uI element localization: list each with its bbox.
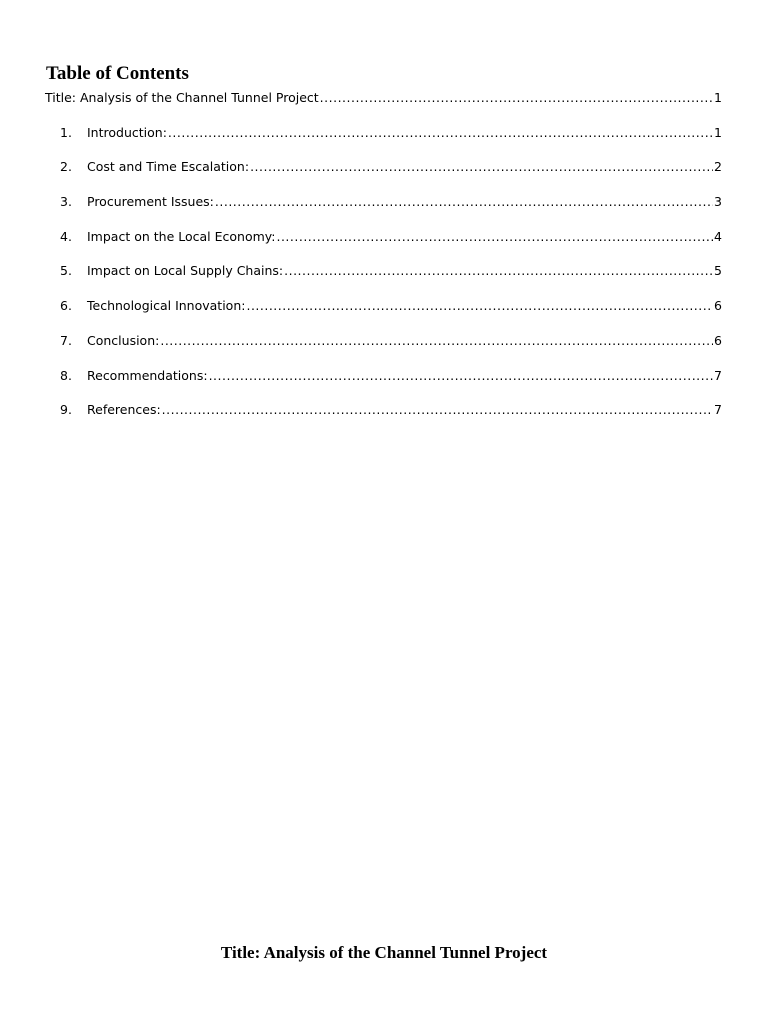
toc-entry-number: 6.	[60, 298, 72, 313]
toc-entry-title[interactable]	[45, 89, 722, 107]
toc-entry-label: Cost and Time Escalation:	[87, 159, 250, 174]
toc-page-number: 5	[714, 263, 722, 278]
toc-page-number: 1	[714, 125, 722, 140]
toc-entry-label: Impact on Local Supply Chains:	[87, 263, 284, 278]
toc-entry-recommendations[interactable]	[60, 367, 722, 385]
toc-page-number: 4	[714, 229, 722, 244]
toc-entry-label: Conclusion:	[87, 333, 160, 348]
dot-leader	[284, 262, 713, 280]
dot-leader	[160, 332, 713, 350]
toc-page-number: 2	[714, 159, 722, 174]
toc-entry-label: Introduction:	[87, 125, 167, 140]
toc-entry-label: Impact on the Local Economy:	[87, 229, 276, 244]
toc-page-number: 6	[714, 298, 722, 313]
dot-leader	[168, 124, 713, 142]
toc-entry-number: 2.	[60, 159, 72, 174]
toc-entry-number: 1.	[60, 125, 72, 140]
toc-entry-conclusion[interactable]	[60, 332, 722, 350]
dot-leader	[276, 228, 713, 246]
toc-heading: Table of Contents	[46, 63, 189, 84]
toc-page-number: 3	[714, 194, 722, 209]
toc-page-number: 6	[714, 333, 722, 348]
toc-entry-label: Technological Innovation:	[87, 298, 246, 313]
toc-entry-label: Procurement Issues:	[87, 194, 214, 209]
toc-entry-number: 5.	[60, 263, 72, 278]
toc-page-number: 7	[714, 368, 722, 383]
toc-entry-number: 8.	[60, 368, 72, 383]
dot-leader	[215, 193, 713, 211]
toc-entry-number: 9.	[60, 402, 72, 417]
dot-leader	[209, 367, 713, 385]
dot-leader	[320, 89, 713, 107]
document-title: Title: Analysis of the Channel Tunnel Project	[220, 943, 548, 962]
toc-entry-impact-on-local-supply-chains[interactable]	[60, 262, 722, 280]
toc-entry-number: 3.	[60, 194, 72, 209]
toc-entry-number: 4.	[60, 229, 72, 244]
toc-entry-impact-on-local-economy[interactable]	[60, 228, 722, 246]
dot-leader	[246, 297, 713, 315]
toc-entry-references[interactable]	[60, 401, 722, 419]
toc-entry-label: Recommendations:	[87, 368, 208, 383]
toc-entry-number: 7.	[60, 333, 72, 348]
dot-leader	[162, 401, 713, 419]
toc-page-number: 1	[714, 90, 722, 105]
toc-entry-introduction[interactable]	[60, 124, 722, 142]
toc-entry-cost-and-time-escalation[interactable]	[60, 158, 722, 176]
toc-entry-technological-innovation[interactable]	[60, 297, 722, 315]
toc-entry-procurement-issues[interactable]	[60, 193, 722, 211]
toc-entry-label: Title: Analysis of the Channel Tunnel Project	[45, 90, 319, 105]
toc-page-number: 7	[714, 402, 722, 417]
dot-leader	[250, 158, 713, 176]
toc-entry-label: References:	[87, 402, 161, 417]
